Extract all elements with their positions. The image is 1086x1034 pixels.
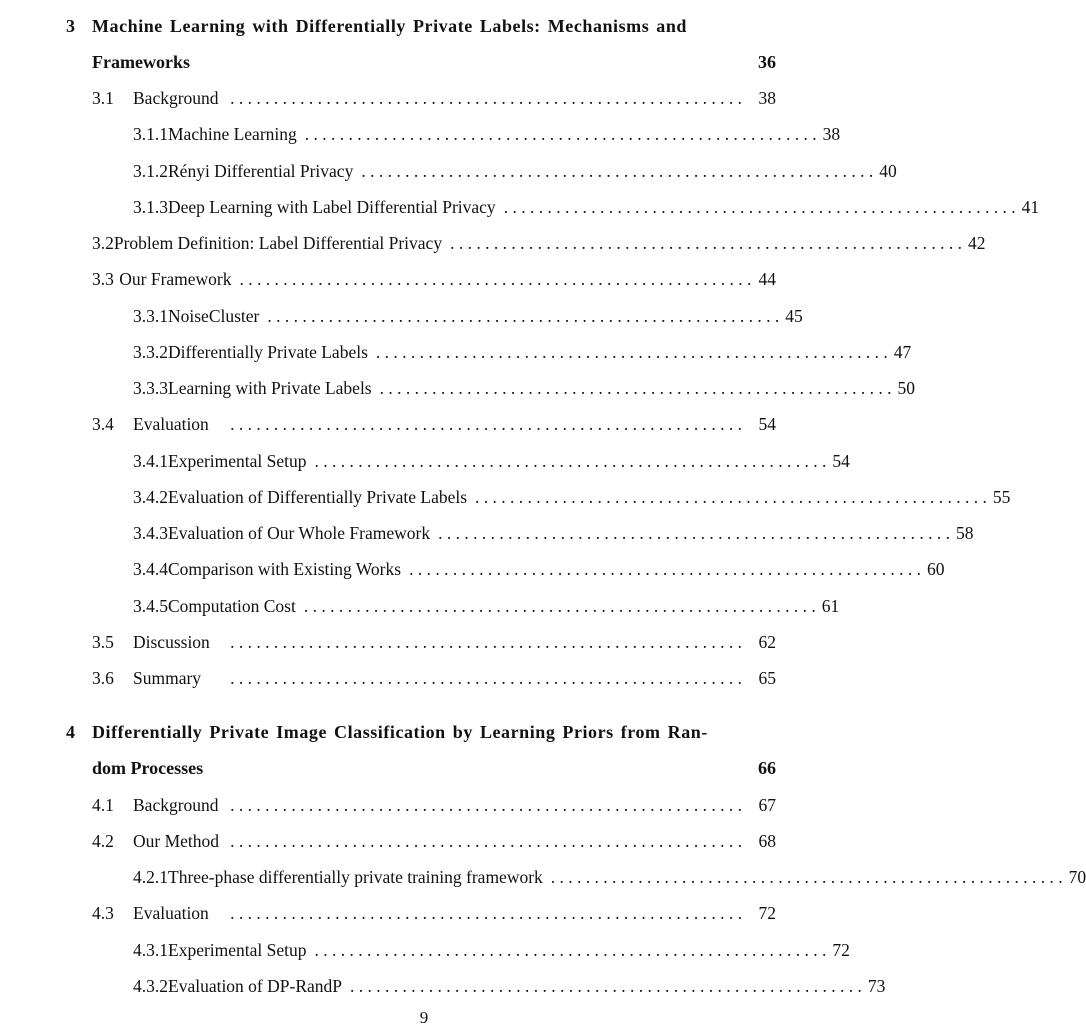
section-title: Discussion xyxy=(133,632,210,652)
subsection-title: Deep Learning with Label Differential Privacy xyxy=(168,197,496,217)
subsection-title: Evaluation of Our Whole Framework xyxy=(168,523,431,543)
toc-entry-4-3-2[interactable] xyxy=(133,974,886,998)
dot-leader: . . . . . . . . . . . . . . . . . . . . . . . . . . . . . . . . . . . . . . . . . . . . . . . . . . . . . . . . . . . xyxy=(475,487,987,507)
subsection-title: Machine Learning xyxy=(168,124,297,144)
dot-leader: . . . . . . . . . . . . . . . . . . . . . . . . . . . . . . . . . . . . . . . . . . . . . . . . . . . . . . . . . . . xyxy=(314,940,827,960)
toc-entry-3-4[interactable] xyxy=(92,412,776,436)
page-number: 72 xyxy=(758,903,776,923)
page-number: 40 xyxy=(879,161,897,181)
subsection-number: 3.4.5 xyxy=(133,596,168,616)
subsection-title: Differentially Private Labels xyxy=(168,342,368,362)
section-number: 3.1 xyxy=(92,88,114,108)
subsection-title: Rényi Differential Privacy xyxy=(168,161,354,181)
subsection-title: Experimental Setup xyxy=(168,940,307,960)
section-number: 4.1 xyxy=(92,795,114,815)
chapter-3-title-line2[interactable] xyxy=(92,50,776,74)
section-number: 3.3 xyxy=(92,269,114,289)
dot-leader: . . . . . . . . . . . . . . . . . . . . . . . . . . . . . . . . . . . . . . . . . . . . . . . . . . . . . . . . . . . xyxy=(230,88,742,108)
page-footer-number: 9 xyxy=(419,1008,429,1027)
section-number: 4.3 xyxy=(92,903,114,923)
section-title: Evaluation xyxy=(133,414,209,434)
subsection-title: Learning with Private Labels xyxy=(168,378,372,398)
subsection-title: Comparison with Existing Works xyxy=(168,559,402,579)
page-number: 42 xyxy=(967,233,986,253)
toc-entry-3-1-1[interactable] xyxy=(133,122,841,146)
section-number: 3.2 xyxy=(92,233,114,253)
toc-entry-3-4-1[interactable] xyxy=(133,449,850,473)
dot-leader: . . . . . . . . . . . . . . . . . . . . . . . . . . . . . . . . . . . . . . . . . . . . . . . . . . . . . . . . . . . xyxy=(350,976,862,996)
page-number: 61 xyxy=(821,596,840,616)
page-number: 41 xyxy=(1021,197,1040,217)
chapter-title-continuation: dom Processes xyxy=(92,758,204,778)
page-number: 66 xyxy=(758,758,776,778)
toc-entry-3-4-3[interactable] xyxy=(133,521,974,545)
dot-leader: . . . . . . . . . . . . . . . . . . . . . . . . . . . . . . . . . . . . . . . . . . . . . . . . . . . . . . . . . . . xyxy=(239,269,752,289)
section-title: Evaluation xyxy=(133,903,209,923)
page-number: 60 xyxy=(926,559,945,579)
chapter-4-title-line2[interactable] xyxy=(92,756,776,780)
section-title: Our Method xyxy=(133,831,220,851)
page-number: 55 xyxy=(992,487,1011,507)
page-number: 54 xyxy=(832,451,850,471)
page-number: 72 xyxy=(832,940,850,960)
page-number: 58 xyxy=(955,523,974,543)
section-title: Problem Definition: Label Differential Privacy xyxy=(113,233,443,253)
section-number: 3.4 xyxy=(92,414,114,434)
section-number: 3.6 xyxy=(92,668,114,688)
toc-entry-3-6[interactable] xyxy=(92,666,776,690)
subsection-number: 3.3.3 xyxy=(133,378,168,398)
dot-leader: . . . . . . . . . . . . . . . . . . . . . . . . . . . . . . . . . . . . . . . . . . . . . . . . . . . . . . . . . . . xyxy=(503,197,1016,217)
dot-leader: . . . . . . . . . . . . . . . . . . . . . . . . . . . . . . . . . . . . . . . . . . . . . . . . . . . . . . . . . . . xyxy=(230,668,742,688)
toc-entry-4-3[interactable] xyxy=(92,901,776,925)
dot-leader: . . . . . . . . . . . . . . . . . . . . . . . . . . . . . . . . . . . . . . . . . . . . . . . . . . . . . . . . . . . xyxy=(550,867,1063,887)
dot-leader: . . . . . . . . . . . . . . . . . . . . . . . . . . . . . . . . . . . . . . . . . . . . . . . . . . . . . . . . . . . xyxy=(375,342,888,362)
subsection-title: Computation Cost xyxy=(168,596,296,616)
toc-entry-3-5[interactable] xyxy=(92,630,776,654)
subsection-number: 3.4.2 xyxy=(133,487,168,507)
dot-leader: . . . . . . . . . . . . . . . . . . . . . . . . . . . . . . . . . . . . . . . . . . . . . . . . . . . . . . . . . . . xyxy=(230,831,742,851)
page-number: 50 xyxy=(897,378,915,398)
chapter-title-continuation: Frameworks xyxy=(92,52,190,72)
page-number: 38 xyxy=(822,124,841,144)
page-number: 65 xyxy=(758,668,776,688)
dot-leader: . . . . . . . . . . . . . . . . . . . . . . . . . . . . . . . . . . . . . . . . . . . . . . . . . . . . . . . . . . . xyxy=(230,903,742,923)
chapter-number: 3 xyxy=(66,16,75,36)
subsection-title: Evaluation of DP-RandP xyxy=(168,976,343,996)
toc-entry-3-1[interactable] xyxy=(92,86,776,110)
dot-leader: . . . . . . . . . . . . . . . . . . . . . . . . . . . . . . . . . . . . . . . . . . . . . . . . . . . . . . . . . . . xyxy=(361,161,874,181)
chapter-title: Differentially Private Image Classification by Learning Priors from Ran- xyxy=(92,722,708,742)
page-number: 45 xyxy=(785,306,803,326)
section-title: Background xyxy=(133,795,219,815)
subsection-number: 3.3.1 xyxy=(133,306,168,326)
page-number: 68 xyxy=(758,831,776,851)
toc-entry-4-2[interactable] xyxy=(92,829,776,853)
dot-leader: . . . . . . . . . . . . . . . . . . . . . . . . . . . . . . . . . . . . . . . . . . . . . . . . . . . . . . . . . . . xyxy=(230,795,742,815)
toc-entry-4-2-1[interactable] xyxy=(133,865,1086,889)
dot-leader: . . . . . . . . . . . . . . . . . . . . . . . . . . . . . . . . . . . . . . . . . . . . . . . . . . . . . . . . . . . xyxy=(230,632,742,652)
page-number: 47 xyxy=(893,342,912,362)
toc-entry-3-3-2[interactable] xyxy=(133,340,912,364)
toc-entry-3-4-5[interactable] xyxy=(133,594,840,618)
page-number: 67 xyxy=(758,795,776,815)
subsection-number: 3.1.1 xyxy=(133,124,168,144)
toc-entry-3-1-3[interactable] xyxy=(133,195,1040,219)
subsection-number: 4.3.1 xyxy=(133,940,168,960)
subsection-number: 3.1.2 xyxy=(133,161,168,181)
chapter-number: 4 xyxy=(66,722,75,742)
subsection-number: 3.4.4 xyxy=(133,559,168,579)
subsection-number: 3.3.2 xyxy=(133,342,168,362)
dot-leader: . . . . . . . . . . . . . . . . . . . . . . . . . . . . . . . . . . . . . . . . . . . . . . . . . . . . . . . . . . . xyxy=(230,414,742,434)
dot-leader: . . . . . . . . . . . . . . . . . . . . . . . . . . . . . . . . . . . . . . . . . . . . . . . . . . . . . . . . . . . xyxy=(304,124,817,144)
toc-entry-3-3-1[interactable] xyxy=(133,304,803,328)
toc-entry-3-1-2[interactable] xyxy=(133,159,897,183)
dot-leader: . . . . . . . . . . . . . . . . . . . . . . . . . . . . . . . . . . . . . . . . . . . . . . . . . . . . . . . . . . . xyxy=(438,523,950,543)
section-number: 4.2 xyxy=(92,831,114,851)
toc-entry-3-3[interactable] xyxy=(92,267,776,291)
dot-leader: . . . . . . . . . . . . . . . . . . . . . . . . . . . . . . . . . . . . . . . . . . . . . . . . . . . . . . . . . . . xyxy=(409,559,921,579)
page-number: 44 xyxy=(758,269,776,289)
page-number: 62 xyxy=(758,632,776,652)
page-number: 73 xyxy=(867,976,886,996)
dot-leader: . . . . . . . . . . . . . . . . . . . . . . . . . . . . . . . . . . . . . . . . . . . . . . . . . . . . . . . . . . . xyxy=(303,596,816,616)
page-number: 38 xyxy=(758,88,776,108)
subsection-title: NoiseCluster xyxy=(168,306,260,326)
page-number: 54 xyxy=(758,414,776,434)
toc-entry-4-3-1[interactable] xyxy=(133,938,850,962)
subsection-title: Experimental Setup xyxy=(168,451,307,471)
dot-leader: . . . . . . . . . . . . . . . . . . . . . . . . . . . . . . . . . . . . . . . . . . . . . . . . . . . . . . . . . . . xyxy=(314,451,827,471)
toc-entry-3-4-2[interactable] xyxy=(133,485,1011,509)
toc-entry-3-4-4[interactable] xyxy=(133,557,945,581)
dot-leader: . . . . . . . . . . . . . . . . . . . . . . . . . . . . . . . . . . . . . . . . . . . . . . . . . . . . . . . . . . . xyxy=(379,378,892,398)
subsection-number: 3.4.1 xyxy=(133,451,168,471)
chapter-4-title-line1 xyxy=(66,720,776,744)
chapter-title: Machine Learning with Differentially Private Labels: Mechanisms and xyxy=(92,16,687,36)
toc-entry-4-1[interactable] xyxy=(92,793,776,817)
section-title: Background xyxy=(133,88,219,108)
dot-leader: . . . . . . . . . . . . . . . . . . . . . . . . . . . . . . . . . . . . . . . . . . . . . . . . . . . . . . . . . . . xyxy=(450,233,962,253)
subsection-number: 4.2.1 xyxy=(133,867,168,887)
subsection-number: 3.4.3 xyxy=(133,523,168,543)
toc-entry-3-3-3[interactable] xyxy=(133,376,915,400)
dot-leader: . . . . . . . . . . . . . . . . . . . . . . . . . . . . . . . . . . . . . . . . . . . . . . . . . . . . . . . . . . . xyxy=(267,306,780,326)
page-number: 36 xyxy=(758,52,776,72)
subsection-title: Three-phase differentially private training framework xyxy=(168,867,543,887)
subsection-number: 3.1.3 xyxy=(133,197,168,217)
subsection-number: 4.3.2 xyxy=(133,976,168,996)
section-number: 3.5 xyxy=(92,632,114,652)
section-title: Summary xyxy=(133,668,202,688)
toc-entry-3-2[interactable] xyxy=(92,231,986,255)
chapter-3-title-line1 xyxy=(66,14,776,38)
section-title: Our Framework xyxy=(119,269,232,289)
page-number: 70 xyxy=(1068,867,1086,887)
subsection-title: Evaluation of Differentially Private Labels xyxy=(168,487,468,507)
